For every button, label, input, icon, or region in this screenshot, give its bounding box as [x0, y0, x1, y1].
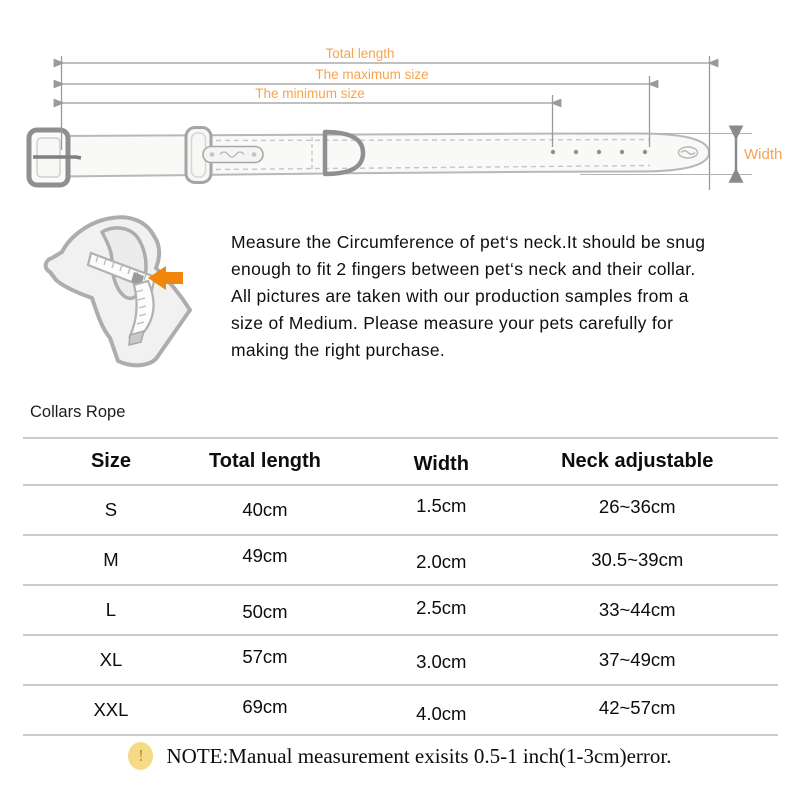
minimum-size-label: The minimum size [255, 86, 365, 101]
instructions-line: All pictures are taken with our production samples from a [231, 286, 689, 306]
collar-illustration [29, 128, 709, 186]
dog-measuring-illustration [40, 206, 240, 381]
neck-adjustable-value: 26~36cm [598, 496, 676, 517]
size-value: XL [99, 649, 123, 670]
size-value: S [104, 499, 118, 520]
total-length-value: 50cm [242, 601, 288, 622]
table-row [23, 586, 778, 636]
size-value: XXL [93, 699, 129, 720]
neck-adjustable-value: 30.5~39cm [591, 549, 684, 570]
instructions-line: Measure the Circumference of pet‘s neck.It should be snug [231, 232, 706, 252]
table-header-row [23, 439, 778, 486]
collar-strap [57, 134, 709, 177]
instructions-line: enough to fit 2 fingers between pet‘s neck and their collar. [231, 259, 696, 279]
size-value: M [103, 549, 119, 570]
buckle-prong [33, 157, 81, 158]
note-text: NOTE:Manual measurement exisits 0.5-1 inch(1-3cm)error. [166, 743, 672, 768]
total-length-label: Total length [325, 46, 395, 61]
neck-adjustable-value: 33~44cm [598, 599, 676, 620]
note-bar [0, 742, 800, 770]
measuring-instructions [231, 229, 751, 364]
brand-plate [203, 147, 263, 163]
total-length-value: 40cm [242, 499, 288, 520]
dog-head [46, 217, 190, 365]
width-label: Width [744, 146, 783, 163]
width-value: 3.0cm [416, 651, 467, 672]
table-row [23, 536, 778, 586]
width-value: 1.5cm [416, 495, 467, 516]
column-header-neck-adjustable: Neck adjustable [561, 450, 714, 472]
width-value: 2.0cm [416, 551, 467, 572]
table-caption: Collars Rope [30, 403, 126, 421]
column-header-width: Width [413, 453, 469, 475]
column-header-size: Size [90, 450, 131, 472]
total-length-value: 69cm [242, 696, 288, 717]
column-header-total-length: Total length [209, 450, 321, 472]
instructions-line: size of Medium. Please measure your pets carefully for [231, 313, 674, 333]
table-row [23, 486, 778, 536]
table-row [23, 686, 778, 736]
total-length-value: 49cm [242, 545, 288, 566]
maximum-size-label: The maximum size [315, 67, 429, 82]
neck-adjustable-value: 37~49cm [598, 649, 676, 670]
collar-measurement-diagram [0, 0, 800, 210]
exclamation-icon [128, 742, 153, 770]
exclamation-glyph: ! [138, 746, 144, 765]
neck-adjustable-value: 42~57cm [598, 697, 676, 718]
size-value: L [105, 599, 117, 620]
total-length-value: 57cm [242, 646, 288, 667]
instructions-line: making the right purchase. [231, 340, 446, 360]
size-chart-table [23, 437, 778, 736]
width-value: 4.0cm [416, 703, 467, 724]
width-value: 2.5cm [416, 597, 467, 618]
table-row [23, 636, 778, 686]
